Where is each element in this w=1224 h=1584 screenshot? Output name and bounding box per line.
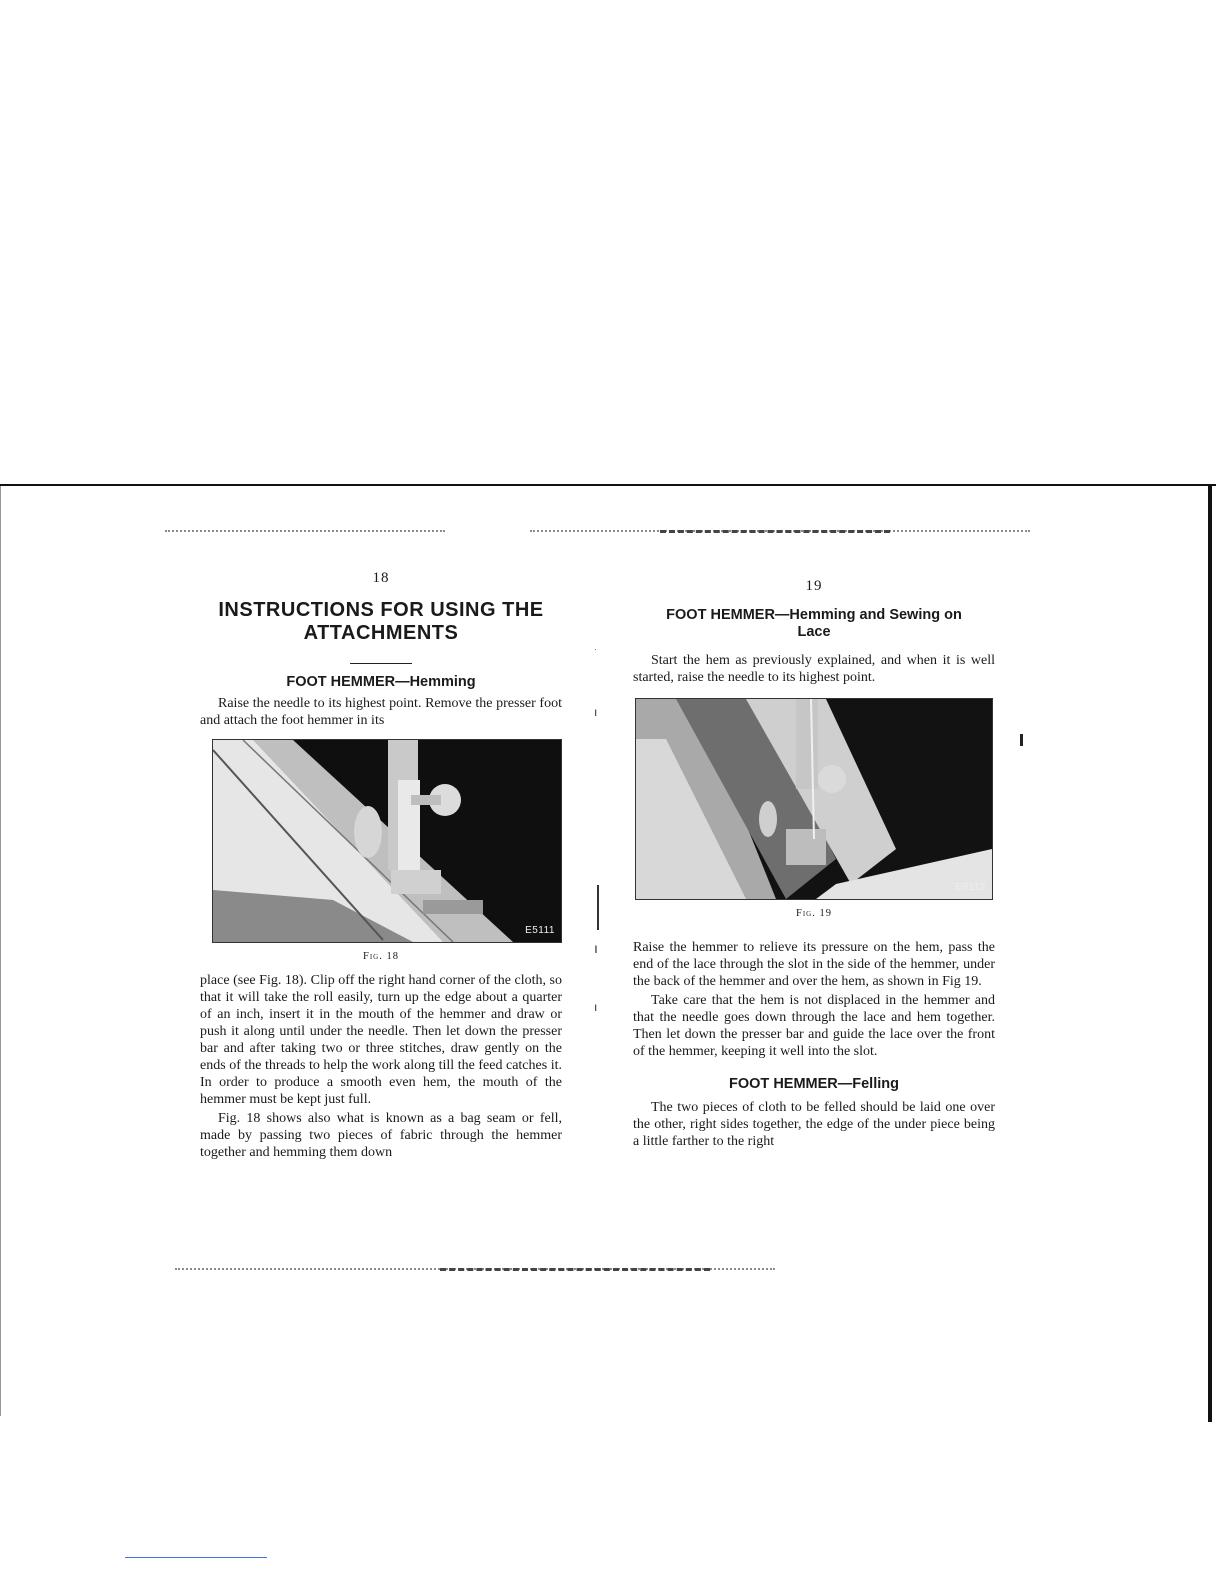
scan-frame-left <box>0 486 1 1416</box>
lace-hemmer-illustration <box>636 699 992 899</box>
scan-frame-top <box>0 484 1216 486</box>
scan-noise-top-left <box>165 530 445 532</box>
left-page <box>200 570 562 1161</box>
scan-frame-right <box>1208 484 1212 1422</box>
figure-19-caption: Fig. 19 <box>796 908 832 919</box>
paragraph-bag-seam: Fig. 18 shows also what is known as a bag seam or fell, made by passing two pieces of fabric through the hemmer together and hemming them down <box>200 1111 562 1160</box>
paragraph-hemming-intro: Raise the needle to its highest point. Remove the presser foot and attach the foot hemmer in its <box>200 696 562 728</box>
section-title-hemming: FOOT HEMMER—Hemming <box>286 674 476 690</box>
margin-speck <box>1020 734 1023 746</box>
gutter-mark <box>597 885 599 930</box>
scan-noise-bottom-dark <box>440 1268 710 1271</box>
paragraph-hemming-steps: place (see Fig. 18). Clip off the right hand corner of the cloth, so that it will take the roll easily, turn up the edge about a quarter of an inch, insert it in the mouth of the hemmer and draw or push it along until under the needle. Then let down the presser bar and after taking two or three stitches, draw gently on the ends of the threads to help the work along till the feed catches it. In order to produce a smooth even hem, the mouth of the hemmer must be kept just full. <box>200 973 562 1107</box>
section-title-lace: FOOT HEMMER—Hemming and Sewing on Lace <box>666 607 962 640</box>
gutter-speck: ı <box>594 705 598 719</box>
right-page <box>633 578 995 1150</box>
figure-18-image <box>212 739 562 943</box>
right-page-number: 19 <box>805 578 823 594</box>
gutter-speck: ı <box>594 1000 598 1014</box>
main-title: INSTRUCTIONS FOR USING THE ATTACHMENTS <box>218 599 544 644</box>
paragraph-felling: The two pieces of cloth to be felled should be laid one over the other, right sides together, the edge of the under piece being a little farther to the right <box>633 1100 995 1149</box>
sewing-machine-illustration <box>213 740 561 942</box>
gutter-speck: · <box>594 645 597 654</box>
figure-18-tag: E5111 <box>525 925 555 936</box>
gutter-speck: ı <box>594 940 598 956</box>
figure-19-tag: E6112 <box>955 882 986 893</box>
figure-19-image <box>635 698 993 900</box>
paragraph-lace-intro: Start the hem as previously explained, and when it is well started, raise the needle to its highest point. <box>633 653 995 685</box>
paragraph-lace-care: Take care that the hem is not displaced in the hemmer and that the needle goes down through the lace and hem together. Then let down the presser bar and guide the lace over the front of the hemmer, keeping it well into the slot. <box>633 993 995 1059</box>
figure-18-caption: Fig. 18 <box>363 951 399 962</box>
left-page-number: 18 <box>372 570 390 586</box>
scan-noise-top-dark <box>660 530 890 533</box>
title-divider <box>350 663 412 664</box>
section-title-felling: FOOT HEMMER—Felling <box>729 1076 899 1092</box>
bottom-blue-rule <box>125 1557 267 1558</box>
paragraph-lace-steps: Raise the hemmer to relieve its pressure on the hem, pass the end of the lace through the slot in the side of the hemmer, under the back of the hemmer and over the hem, as shown in Fig 19. <box>633 940 995 989</box>
